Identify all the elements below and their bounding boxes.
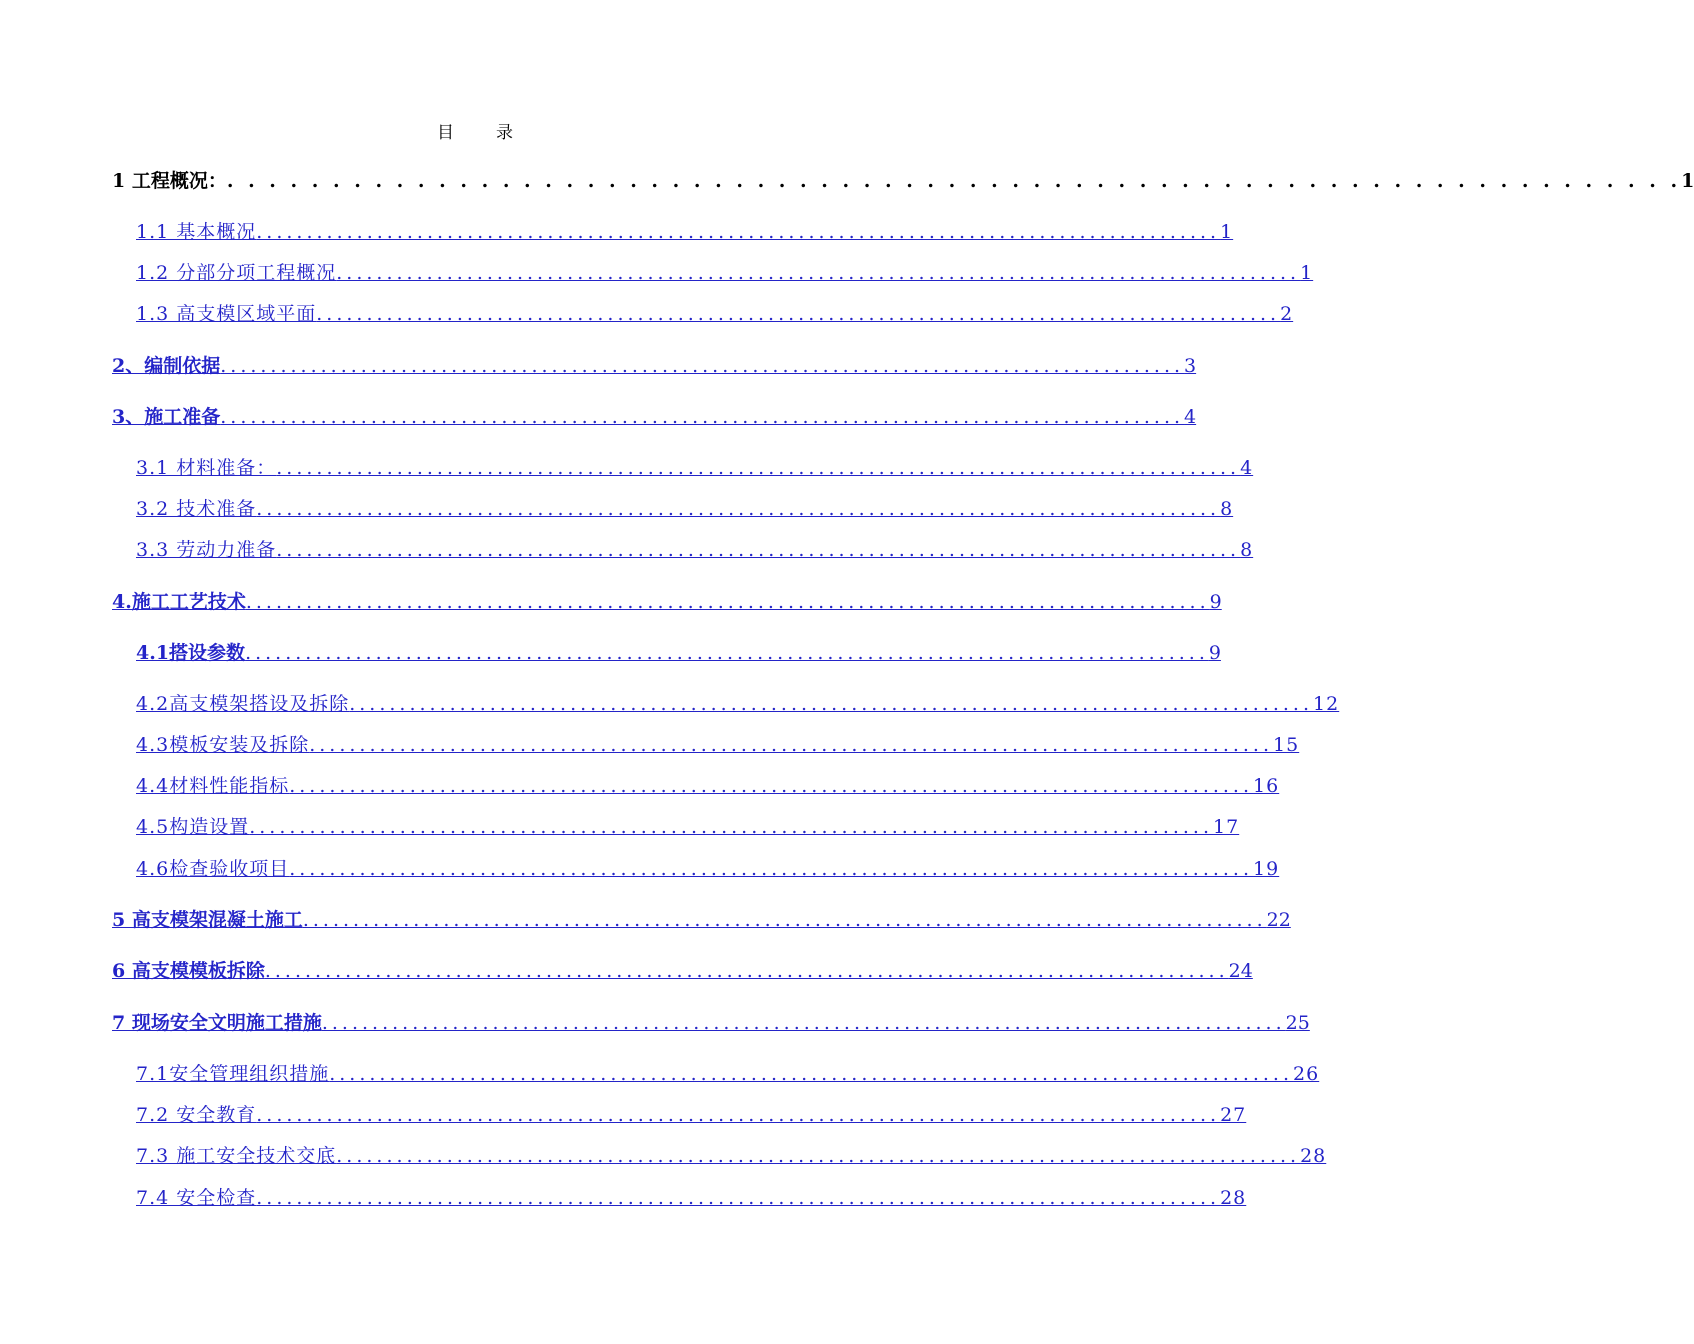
toc-entry-4-2[interactable] xyxy=(136,689,1340,719)
toc-entry-label: 7.4 安全检查 xyxy=(136,1187,257,1209)
toc-entry-page: 19 xyxy=(1253,858,1280,880)
toc-entry-4-1[interactable] xyxy=(136,638,1221,668)
toc-entry-page: 4 xyxy=(1184,406,1197,428)
toc-entry-page: 22 xyxy=(1266,909,1291,931)
toc-entry-3-2[interactable] xyxy=(136,494,1234,524)
toc-entry-label: 3.1 材料准备： xyxy=(136,457,277,479)
toc-title: 目 录 xyxy=(437,123,513,143)
toc-entry-page: 27 xyxy=(1220,1104,1247,1126)
dot-leader: ................................................................................................ xyxy=(329,1063,1294,1085)
toc-entry-4-3[interactable] xyxy=(136,730,1300,760)
toc-entry-7[interactable] xyxy=(112,1008,1310,1038)
toc-entry-label: 4.5构造设置 xyxy=(136,816,250,838)
dot-leader: ................................................................................................ xyxy=(309,734,1274,756)
toc-entry-3-1[interactable] xyxy=(136,453,1254,483)
toc-entry-3-3[interactable] xyxy=(136,535,1254,565)
toc-entry-label: 4.4材料性能指标 xyxy=(136,775,290,797)
toc-entry-label: 7.3 施工安全技术交底 xyxy=(136,1145,337,1167)
dot-leader: . . . . . . . . . . . . . . . . . . . . . . . . . . . . . . . . . . . . . . . . . . . . . . . . . . . . . . . . . . . . . . . . . . . . . xyxy=(226,170,1682,192)
toc-entry-page: 28 xyxy=(1300,1145,1327,1167)
toc-entry-page: 1 xyxy=(1220,221,1234,243)
toc-entry-1-3[interactable] xyxy=(136,299,1294,329)
dot-leader: ................................................................................................ xyxy=(264,960,1229,982)
toc-entry-7-4[interactable] xyxy=(136,1183,1247,1213)
toc-entry-page: 3 xyxy=(1184,355,1197,377)
toc-entry-label: 2、编制依据 xyxy=(112,355,221,377)
dot-leader: ................................................................................................ xyxy=(321,1012,1286,1034)
toc-entry-label: 1.2 分部分项工程概况 xyxy=(136,262,337,284)
dot-leader: ................................................................................................ xyxy=(289,858,1254,880)
toc-entry-page: 1 xyxy=(1681,170,1694,192)
toc-entry-page: 28 xyxy=(1220,1187,1247,1209)
toc-entry-label: 4.1搭设参数 xyxy=(136,642,246,664)
toc-entry-label: 7.2 安全教育 xyxy=(136,1104,257,1126)
dot-leader: ................................................................................................ xyxy=(276,457,1241,479)
toc-entry-7-1[interactable] xyxy=(136,1059,1320,1089)
toc-entry-6[interactable] xyxy=(112,956,1253,986)
toc-entry-page: 8 xyxy=(1220,498,1234,520)
toc-entry-page: 15 xyxy=(1273,734,1300,756)
toc-entry-4[interactable] xyxy=(112,587,1222,617)
toc-entry-page: 24 xyxy=(1228,960,1253,982)
toc-entry-page: 26 xyxy=(1293,1063,1320,1085)
toc-entry-4-6[interactable] xyxy=(136,854,1280,884)
toc-entry-label: 3.3 劳动力准备 xyxy=(136,539,277,561)
dot-leader: ................................................................................................ xyxy=(316,303,1281,325)
dot-leader: ................................................................................................ xyxy=(249,816,1214,838)
dot-leader: ................................................................................................ xyxy=(256,221,1221,243)
toc-entry-page: 4 xyxy=(1240,457,1254,479)
toc-entry-7-3[interactable] xyxy=(136,1141,1327,1171)
dot-leader: ................................................................................................ xyxy=(256,498,1221,520)
dot-leader: ................................................................................................ xyxy=(336,262,1301,284)
dot-leader: ................................................................................................ xyxy=(302,909,1267,931)
toc-entry-page: 17 xyxy=(1213,816,1240,838)
toc-entry-1-1[interactable] xyxy=(136,217,1234,247)
dot-leader: ................................................................................................ xyxy=(220,355,1185,377)
toc-entry-label: 1.1 基本概况 xyxy=(136,221,257,243)
toc-entry-page: 1 xyxy=(1300,262,1314,284)
toc-entry-label: 3、施工准备 xyxy=(112,406,221,428)
toc-entry-label: 7 现场安全文明施工措施 xyxy=(112,1012,322,1034)
toc-entry-2[interactable] xyxy=(112,351,1197,381)
toc-entry-4-4[interactable] xyxy=(136,771,1280,801)
dot-leader: ................................................................................................ xyxy=(276,539,1241,561)
toc-entry-label: 4.6检查验收项目 xyxy=(136,858,290,880)
toc-entry-page: 2 xyxy=(1280,303,1294,325)
toc-entry-page: 12 xyxy=(1313,693,1340,715)
toc-entry-label: 1.3 高支模区域平面 xyxy=(136,303,317,325)
dot-leader: ................................................................................................ xyxy=(289,775,1254,797)
toc-entry-page: 25 xyxy=(1285,1012,1310,1034)
toc-entry-4-5[interactable] xyxy=(136,812,1240,842)
toc-entry-page: 9 xyxy=(1209,591,1222,613)
toc-entry-7-2[interactable] xyxy=(136,1100,1247,1130)
toc-entry-1[interactable] xyxy=(112,166,1694,196)
toc-entry-label: 4.施工工艺技术 xyxy=(112,591,246,613)
toc-entry-label: 5 高支模架混凝土施工 xyxy=(112,909,303,931)
toc-entry-page: 16 xyxy=(1253,775,1280,797)
toc-entry-label: 7.1安全管理组织措施 xyxy=(136,1063,330,1085)
dot-leader: ................................................................................................ xyxy=(245,642,1209,664)
toc-entry-3[interactable] xyxy=(112,402,1197,432)
toc-entry-label: 1 工程概况： xyxy=(112,170,227,192)
toc-entry-label: 3.2 技术准备 xyxy=(136,498,257,520)
dot-leader: ................................................................................................ xyxy=(245,591,1210,613)
toc-entry-page: 9 xyxy=(1208,642,1221,664)
toc-entry-5[interactable] xyxy=(112,905,1291,935)
toc-entry-label: 6 高支模模板拆除 xyxy=(112,960,265,982)
toc-entry-label: 4.2高支模架搭设及拆除 xyxy=(136,693,350,715)
dot-leader: ................................................................................................ xyxy=(256,1187,1221,1209)
dot-leader: ................................................................................................ xyxy=(256,1104,1221,1126)
dot-leader: ................................................................................................ xyxy=(349,693,1314,715)
toc-entry-page: 8 xyxy=(1240,539,1254,561)
toc-entry-1-2[interactable] xyxy=(136,258,1314,288)
dot-leader: ................................................................................................ xyxy=(220,406,1185,428)
toc-entry-label: 4.3模板安装及拆除 xyxy=(136,734,310,756)
dot-leader: ................................................................................................ xyxy=(336,1145,1301,1167)
